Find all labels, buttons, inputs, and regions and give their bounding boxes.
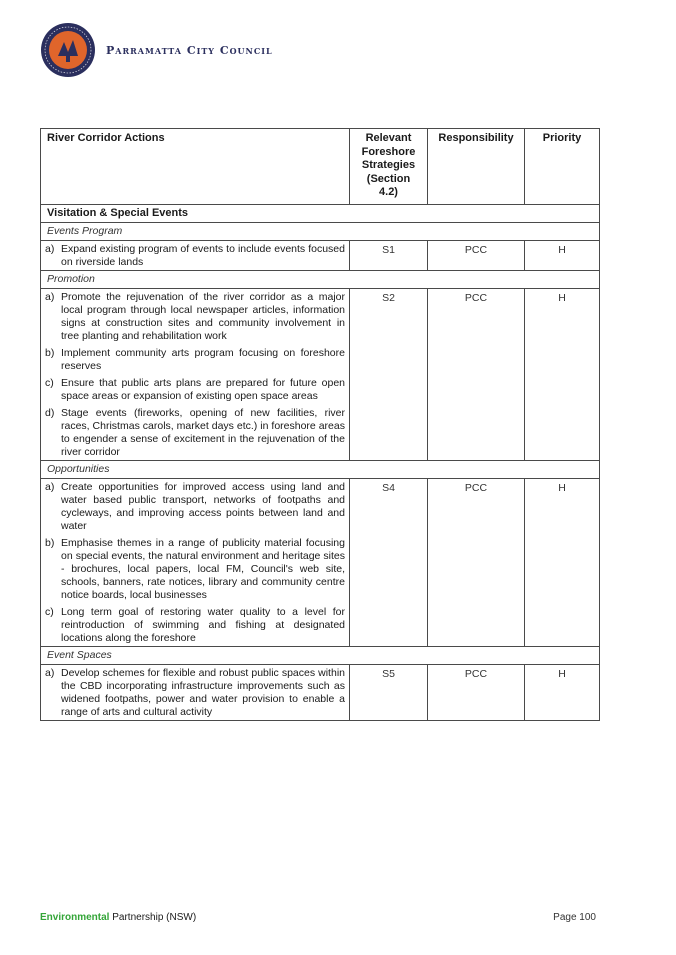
group-title-row bbox=[41, 646, 600, 664]
item-text: Promote the rejuvenation of the river corridor as a major local program through local newspaper articles, information signs at construction sites and community involvement in tree planting and rehabilitation work bbox=[61, 290, 345, 342]
strategy-cell: S4 bbox=[350, 478, 428, 646]
item-marker: a) bbox=[45, 290, 55, 303]
header-priority: Priority bbox=[525, 129, 600, 205]
list-item bbox=[45, 667, 345, 719]
group-title: Event Spaces bbox=[41, 646, 600, 664]
item-text: Expand existing program of events to include events focused on riverside lands bbox=[61, 242, 345, 268]
strategy-cell: S2 bbox=[350, 288, 428, 460]
actions-cell bbox=[41, 288, 350, 460]
header-responsibility: Responsibility bbox=[428, 129, 525, 205]
section-row bbox=[41, 204, 600, 222]
responsibility-cell: PCC bbox=[428, 288, 525, 460]
list-item bbox=[45, 537, 345, 602]
table-row bbox=[41, 288, 600, 460]
river-corridor-actions-table bbox=[40, 128, 600, 721]
actions-cell bbox=[41, 240, 350, 270]
section-title: Visitation & Special Events bbox=[41, 204, 600, 222]
page-number: Page 100 bbox=[553, 912, 596, 923]
item-marker: c) bbox=[45, 376, 54, 389]
group-title: Events Program bbox=[41, 222, 600, 240]
responsibility-cell: PCC bbox=[428, 478, 525, 646]
strategy-cell: S5 bbox=[350, 664, 428, 720]
header-actions: River Corridor Actions bbox=[41, 129, 350, 205]
item-marker: b) bbox=[45, 536, 55, 549]
priority-cell: H bbox=[525, 240, 600, 270]
list-item bbox=[45, 377, 345, 403]
item-text: Implement community arts program focusing on foreshore reserves bbox=[61, 346, 345, 372]
item-marker: d) bbox=[45, 406, 55, 419]
page-header bbox=[40, 22, 273, 78]
footer-brand-green: Environmental bbox=[40, 912, 110, 923]
item-marker: b) bbox=[45, 346, 55, 359]
table-header-row bbox=[41, 129, 600, 205]
table-row bbox=[41, 240, 600, 270]
header-strategies: Relevant Foreshore Strategies (Section 4.2) bbox=[350, 129, 428, 205]
group-title-row bbox=[41, 460, 600, 478]
item-text: Create opportunities for improved access using land and water based public transport, networks of footpaths and cycleways, and improving access points between land and water bbox=[61, 480, 345, 532]
list-item bbox=[45, 407, 345, 459]
responsibility-cell: PCC bbox=[428, 240, 525, 270]
item-marker: a) bbox=[45, 480, 55, 493]
actions-cell bbox=[41, 478, 350, 646]
priority-cell: H bbox=[525, 664, 600, 720]
council-name: Parramatta City Council bbox=[106, 43, 273, 57]
group-title: Opportunities bbox=[41, 460, 600, 478]
item-text: Stage events (fireworks, opening of new facilities, river races, Christmas carols, market days etc.) in foreshore areas to engender a sense of excitement in the rejuvenation of the river corridor bbox=[61, 406, 345, 458]
list-item bbox=[45, 481, 345, 533]
strategy-cell: S1 bbox=[350, 240, 428, 270]
item-text: Emphasise themes in a range of publicity material focusing on special events, the natural environment and heritage sites - brochures, local papers, local FM, Council's web site, schools, banners, rate notices, library and community centre notice boards, local businesses bbox=[61, 536, 345, 601]
item-text: Ensure that public arts plans are prepared for future open space areas or expansion of existing open space areas bbox=[61, 376, 345, 402]
item-marker: a) bbox=[45, 666, 55, 679]
list-item bbox=[45, 291, 345, 343]
item-marker: a) bbox=[45, 242, 55, 255]
item-text: Develop schemes for flexible and robust public spaces within the CBD incorporating infrastructure improvements such as widened footpaths, power and water provision to enable a range of arts and cultural activity bbox=[61, 666, 345, 718]
list-item bbox=[45, 243, 345, 269]
group-title: Promotion bbox=[41, 270, 600, 288]
group-title-row bbox=[41, 270, 600, 288]
group-title-row bbox=[41, 222, 600, 240]
footer-brand-rest: Partnership (NSW) bbox=[109, 912, 197, 923]
page-footer bbox=[40, 912, 596, 923]
item-text: Long term goal of restoring water quality to a level for reintroduction of swimming and fishing at designated locations along the foreshore bbox=[61, 605, 345, 644]
list-item bbox=[45, 606, 345, 645]
list-item bbox=[45, 347, 345, 373]
responsibility-cell: PCC bbox=[428, 664, 525, 720]
council-seal-logo bbox=[40, 22, 96, 78]
table-row bbox=[41, 478, 600, 646]
table-row bbox=[41, 664, 600, 720]
priority-cell: H bbox=[525, 478, 600, 646]
priority-cell: H bbox=[525, 288, 600, 460]
item-marker: c) bbox=[45, 605, 54, 618]
actions-cell bbox=[41, 664, 350, 720]
